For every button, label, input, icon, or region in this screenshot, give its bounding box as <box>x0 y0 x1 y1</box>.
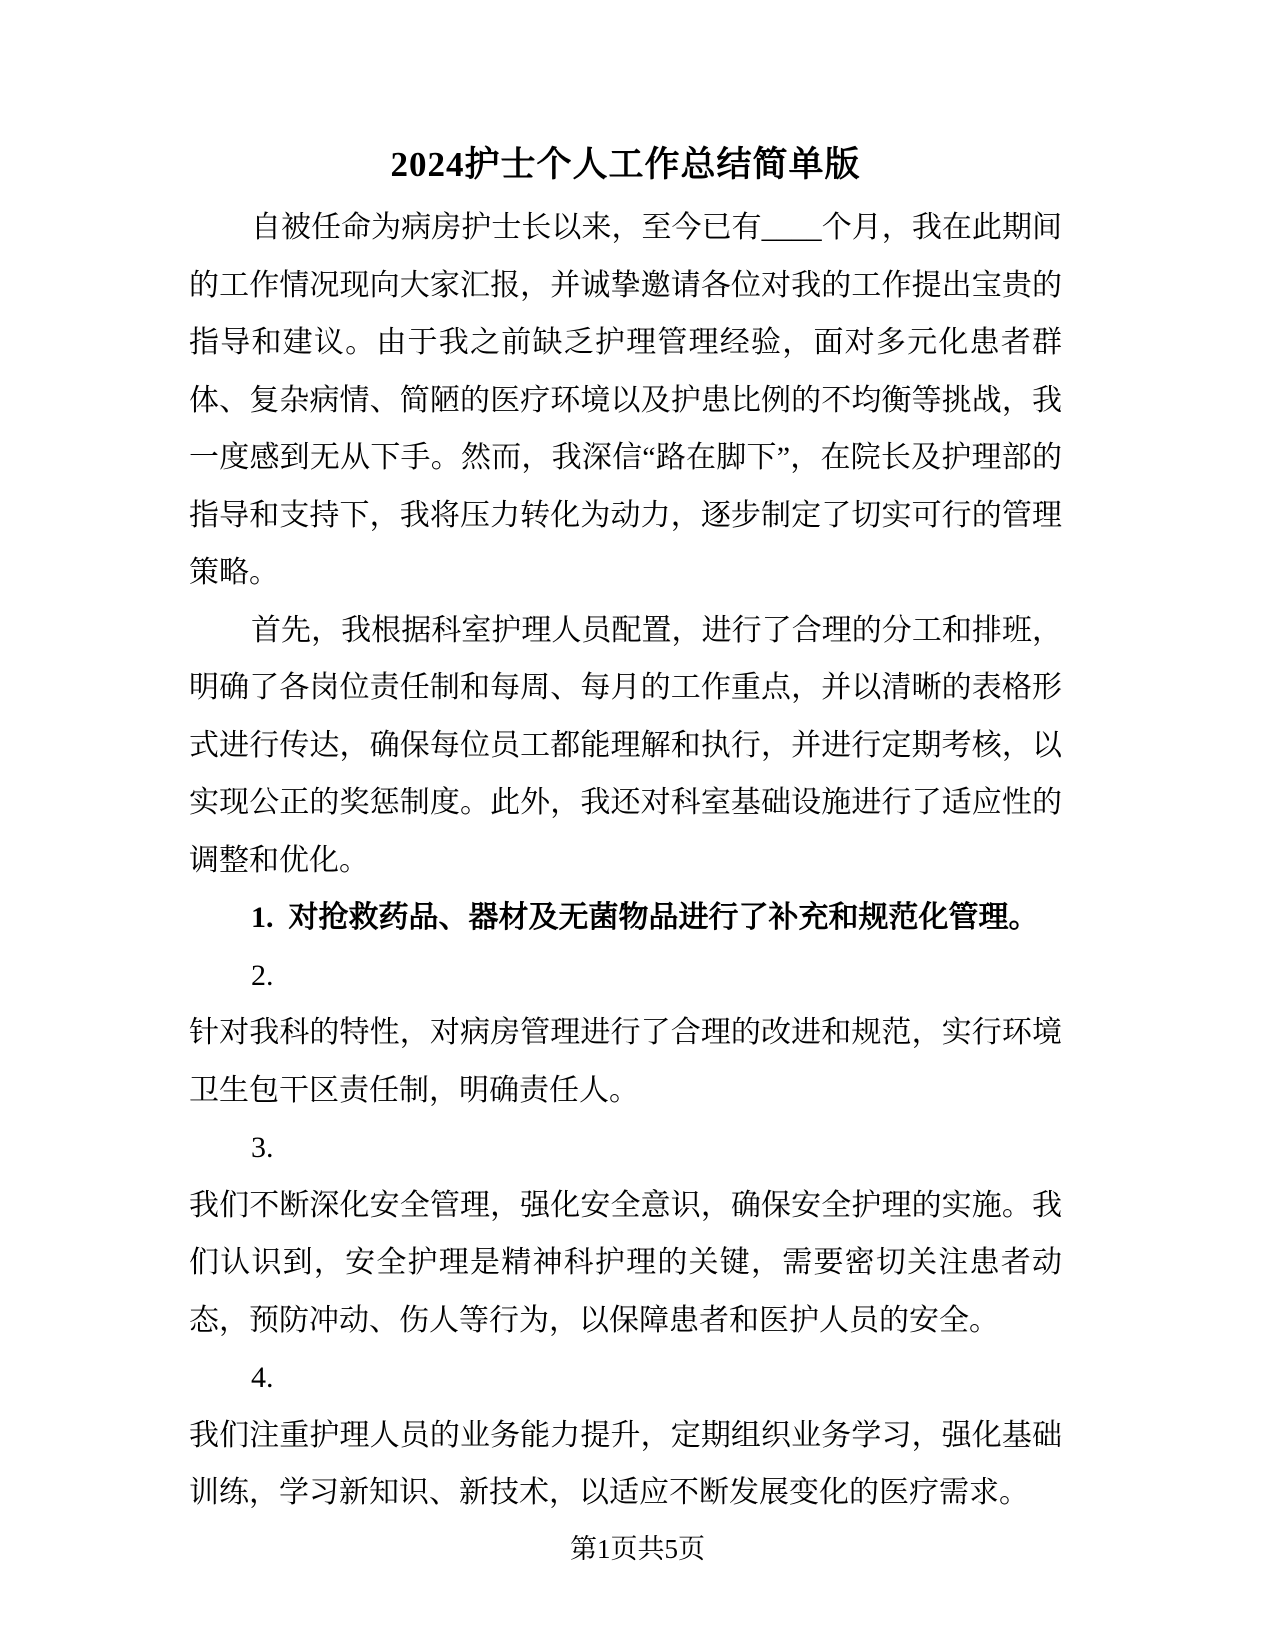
document-title: 2024护士个人工作总结简单版 <box>390 145 861 184</box>
intro-paragraph: 自被任命为病房护士长以来，至今已有____个月，我在此期间的工作情况现向大家汇报，并诚挚邀请各位对我的工作提出宝贵的指导和建议。由于我之前缺乏护理管理经验，面对多元化患者群体、复杂病情、简陋的医疗环境以及护患比例的不均衡等挑战，我一度感到无从下手。然而，我深信“路在脚下”，在院长及护理部的指导和支持下，我将压力转化为动力，逐步制定了切实可行的管理策略。 <box>189 211 1062 589</box>
list-number-2: 2. <box>251 958 274 992</box>
list-body-4: 我们注重护理人员的业务能力提升，定期组织业务学习，强化基础训练，学习新知识、新技术，以适应不断发展变化的医疗需求。 <box>189 1418 1062 1509</box>
page-number-footer: 第1页共5页 <box>570 1534 705 1564</box>
list-number-3: 3. <box>251 1131 274 1164</box>
list-body-3: 我们不断深化安全管理，强化安全意识，确保安全护理的实施。我们认识到，安全护理是精神科护理的关键，需要密切关注患者动态，预防冲动、伤人等行为，以保障患者和医护人员的安全。 <box>189 1188 1062 1337</box>
management-paragraph: 首先，我根据科室护理人员配置，进行了合理的分工和排班，明确了各岗位责任制和每周、每月的工作重点，并以清晰的表格形式进行传达，确保每位员工都能理解和执行，并进行定期考核，以实现公正的奖惩制度。此外，我还对科室基础设施进行了适应性的调整和优化。 <box>189 613 1062 877</box>
list-item-1: 1. 对抢救药品、器材及无菌物品进行了补充和规范化管理。 <box>251 901 1039 934</box>
document-body <box>189 199 1062 1522</box>
list-number-4: 4. <box>251 1361 274 1394</box>
list-body-2: 针对我科的特性，对病房管理进行了合理的改进和规范，实行环境卫生包干区责任制，明确责任人。 <box>189 1016 1062 1107</box>
